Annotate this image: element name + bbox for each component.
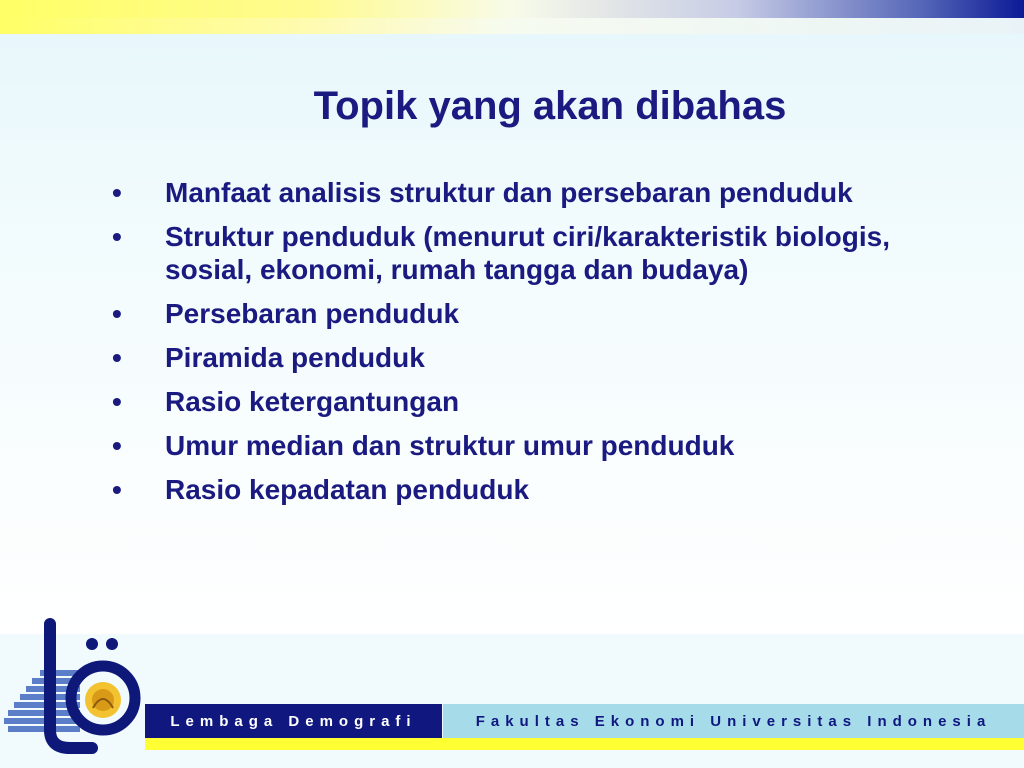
bullet-icon: • [112,342,122,373]
list-item [112,176,912,209]
list-item-text: Umur median dan struktur umur penduduk [165,430,735,461]
list-item [112,473,912,506]
bullet-icon: • [112,298,122,329]
list-item [112,385,912,418]
footer-faculty-label: Fakultas Ekonomi Universitas Indonesia [475,712,992,730]
list-item [112,429,912,462]
list-item-text: Rasio ketergantungan [165,386,460,417]
footer-institute-band [145,704,442,738]
footer-institute-label: Lembaga Demografi [170,712,417,730]
footer-faculty-band [443,704,1024,738]
top-gradient-bar [0,0,1024,18]
bullet-icon: • [112,474,122,505]
bullet-icon: • [112,177,122,208]
list-item [112,220,912,286]
list-item-text: Piramida penduduk [165,342,425,373]
bullet-icon: • [112,221,122,252]
footer-yellow-strip [145,738,1024,750]
list-item [112,341,912,374]
bullet-icon: • [112,386,122,417]
topic-list [112,176,912,517]
bullet-icon: • [112,430,122,461]
list-item [112,297,912,330]
list-item-text: Struktur penduduk (menurut ciri/karakteristik biologis, sosial, ekonomi, rumah tangga dan budaya) [165,221,891,285]
list-item-text: Manfaat analisis struktur dan persebaran penduduk [165,177,853,208]
lembaga-demografi-logo-icon [0,612,150,762]
list-item-text: Persebaran penduduk [165,298,460,329]
slide-title: Topik yang akan dibahas [313,84,787,128]
top-gradient-band [0,18,1024,34]
list-item-text: Rasio kepadatan penduduk [165,474,530,505]
